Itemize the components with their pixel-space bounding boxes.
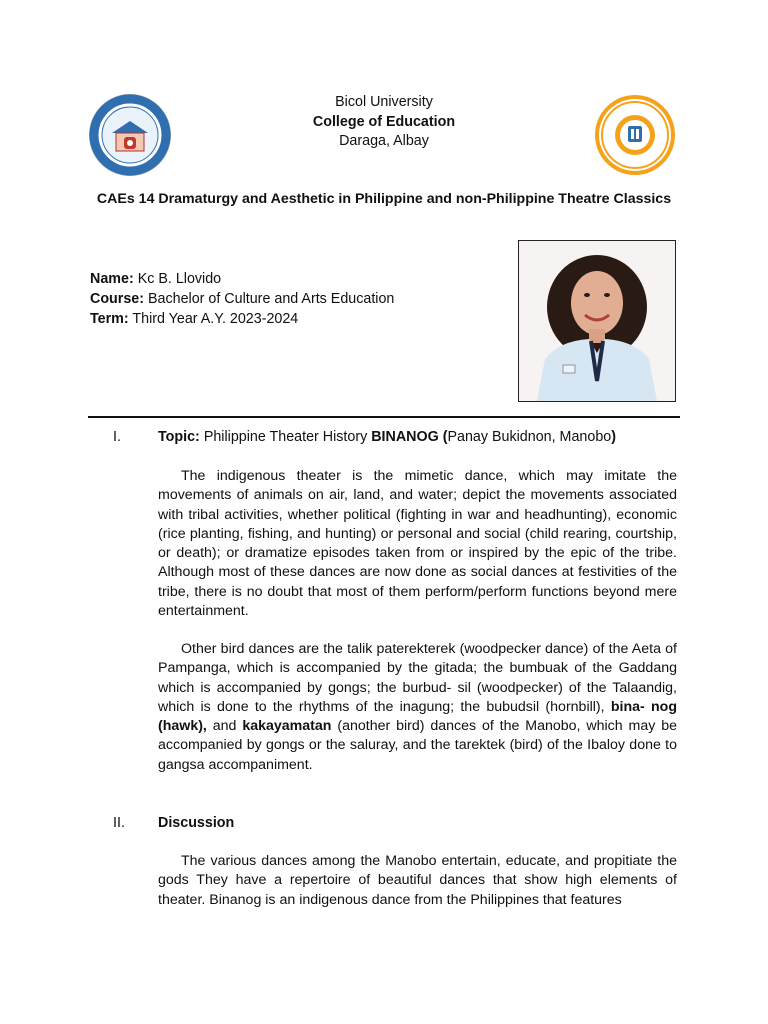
location: Daraga, Albay (339, 133, 429, 149)
section-1-paragraph-2 (158, 640, 677, 775)
paragraph-2-text-a: Other bird dances are the talik paterekterek (woodpecker dance) of the Aeta of Pampanga, which is accompanied by the gitada; the bumbuak of the Gaddang which is accompanied by gongs; the burbud- sil (woodpecker) of the Talaandig, which is done to the rhythms of the inagung; the bubudsil (hornbill), (158, 641, 677, 715)
name-label: Name: (90, 271, 134, 287)
kakayamatan-bold: kakayamatan (242, 718, 332, 735)
college-name: College of Education (312, 113, 456, 130)
student-term: Third Year A.Y. 2023-2024 (132, 311, 299, 327)
divider (88, 416, 680, 418)
topic-bold: BINANOG ( (371, 429, 448, 445)
topic-paren: Panay Bukidnon, Manobo (447, 429, 612, 445)
topic-close: ) (611, 429, 616, 445)
course-title: CAEs 14 Dramaturgy and Aesthetic in Philippine and non-Philippine Theatre Classics (96, 191, 672, 207)
section-2-heading: Discussion (158, 815, 235, 831)
student-photo (518, 240, 676, 402)
student-info (90, 269, 394, 329)
term-label: Term: (90, 311, 129, 327)
course-row (90, 289, 394, 309)
term-row (90, 309, 394, 329)
student-name: Kc B. Llovido (137, 271, 222, 287)
section-1-number: I. (113, 429, 121, 445)
topic-text: Philippine Theater History (203, 429, 368, 445)
section-2-paragraph-1: The various dances among the Manobo entertain, educate, and propitiate the gods They have a repertoire of beautiful dances that show high elements of theater. Binanog is an indigenous dance from the Philippines that features (158, 853, 677, 908)
course-label: Course: (90, 291, 145, 307)
student-course: Bachelor of Culture and Arts Education (148, 291, 395, 307)
paragraph-2-and: and (212, 718, 237, 735)
paragraph-2-text-b: (another bird) dances of the Manobo, which may be accompanied by gongs or the saluray, and the tarektek (bird) of the Ibaloy done to gangsa accompaniment. (158, 718, 677, 773)
college-of-education-seal (590, 93, 680, 177)
section-1-topic (158, 429, 616, 445)
topic-label: Topic: (158, 429, 200, 445)
section-1-paragraph-1: The indigenous theater is the mimetic dance, which may imitate the movements of animals on air, land, and water; depict the movements associated with tribal activities, whether political (fighting in war and headhunting), economic (rice planting, fishing, and hunting) or personal and social (child rearing, courtship, or death); or dramatize episodes taken from or inspired by the epic of the tribe. Although most of these dances are now done as social dances at festivities of the tribe, there is no doubt that most of them perform/perform functions beyond mere entertainment. (158, 468, 677, 620)
name-row (90, 269, 394, 289)
university-name: Bicol University (335, 94, 433, 110)
binanog-bold: bina- nog (hawk), (158, 698, 677, 735)
section-2-number: II. (113, 815, 125, 831)
